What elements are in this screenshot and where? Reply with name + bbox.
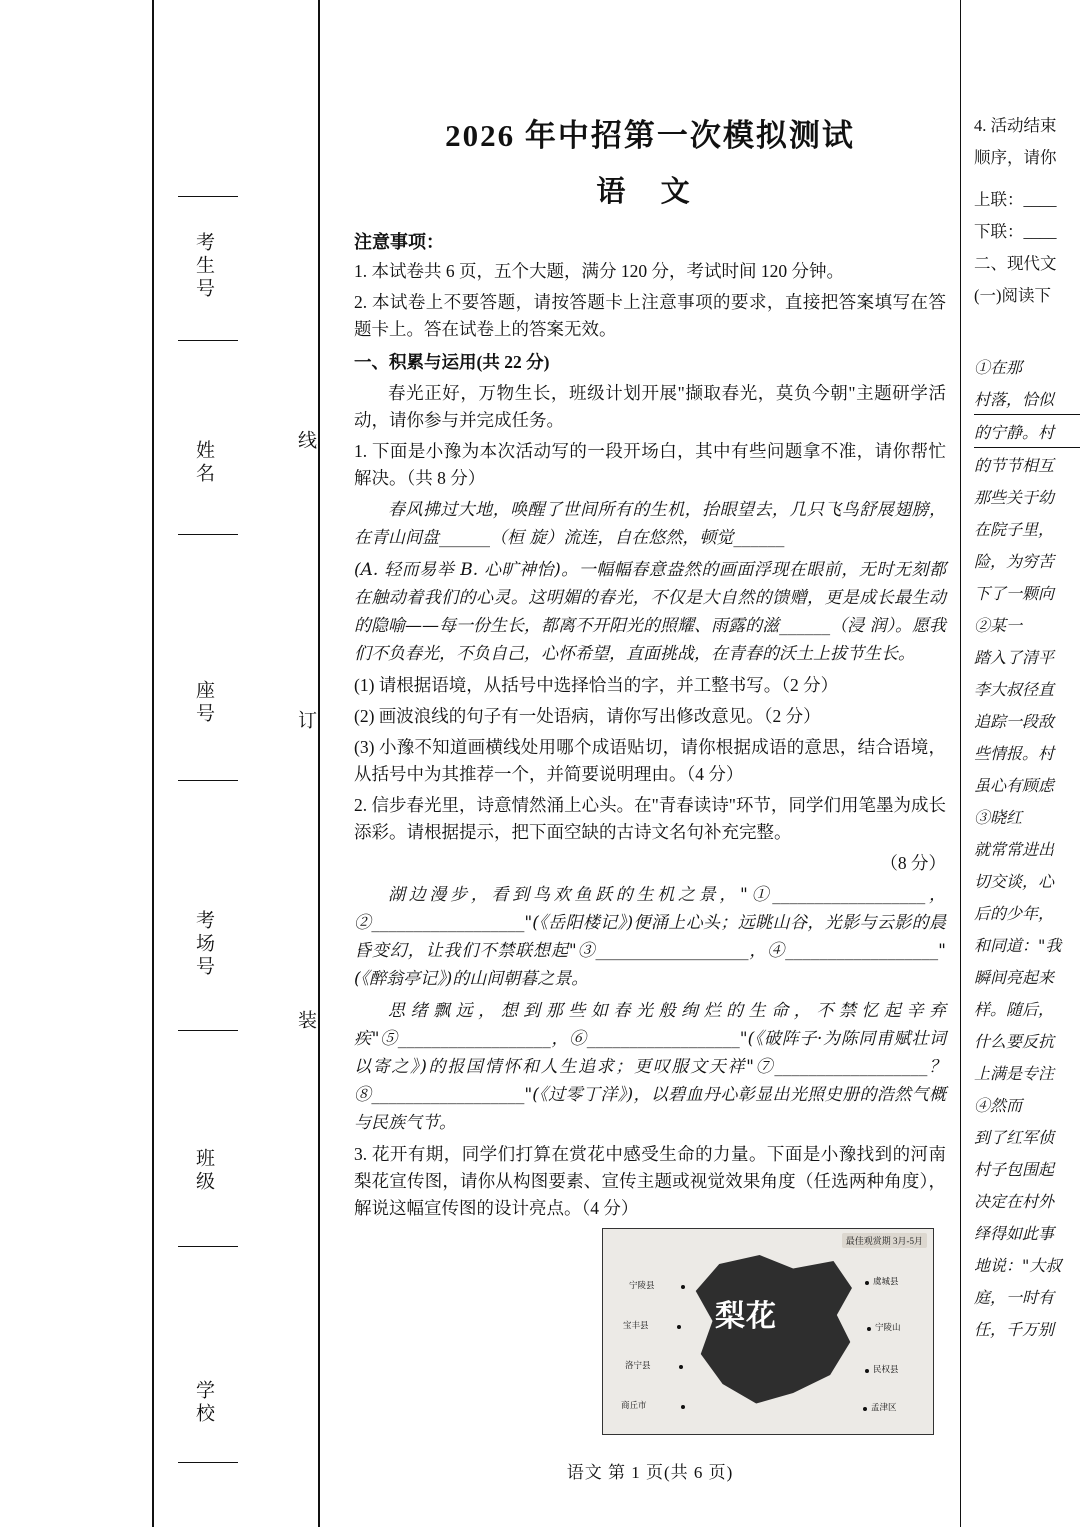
poster-label-3: 宝丰县 (623, 1320, 649, 1330)
poster-marker-dot (677, 1325, 681, 1329)
stub-rule-6 (178, 1246, 238, 1247)
question-1-sub-1: (1) 请根据语境，从括号中选择恰当的字，并工整书写。（2 分） (354, 675, 839, 695)
right-line-4: 下联：____ (974, 222, 1057, 241)
page-edge-right (960, 0, 961, 1527)
notice-item-1: 1. 本试卷共 6 页，五个大题，满分 120 分，考试时间 120 分钟。 (354, 261, 844, 281)
poster-label-6: 民权县 (873, 1364, 899, 1374)
stub-rule-2 (178, 340, 238, 341)
exam-main-column (340, 0, 960, 1527)
right-line-11: 那些关于幼 (974, 488, 1055, 507)
right-line-37: 任，千万别 (974, 1320, 1055, 1339)
right-line-35: 地说："大叔 (974, 1256, 1062, 1275)
seal-word-zhuang: 装 (295, 1010, 316, 1033)
right-line-6: (一)阅读下 (974, 286, 1051, 305)
right-line-20: 虽心有顾虑 (974, 776, 1055, 795)
question-1-passage-b: (A. 轻而易举 B. 心旷神怡)。一幅幅春意盎然的画面浮现在眼前，无时无刻都在触动着我们的心灵。这明媚的春光，不仅是大自然的馈赠，更是成长最生动的隐喻——每一份生长，都离不开阳光的照耀、雨露的滋______（浸 润）。愿我们不负春光，不负自己，心怀希望，直面挑战，在青春的沃土上拔节生长。 (354, 560, 946, 664)
right-line-18: 追踪一段敌 (974, 712, 1055, 731)
page-footer: 语文 第 1 页(共 6 页) (566, 1463, 734, 1482)
right-line-34: 绎得如此事 (974, 1224, 1055, 1243)
stub-label-exam-number: 考生号 (193, 232, 214, 301)
question-2-body-2: 思绪飘远，想到那些如春光般绚烂的生命，不禁忆起辛弃疾"⑤__________________，⑥__________________"(《破阵子·为陈同甫赋壮词以寄之》)的报国情怀和人生追求；更叹服文天祥"⑦__________________？⑧__________________"(《过零丁洋》)，以碧血丹心彰显出光照史册的浩然气概与民族气节。 (354, 1001, 946, 1133)
right-line-16: 踏入了清平 (974, 648, 1055, 667)
right-cutoff-column (974, 0, 1080, 1527)
right-line-7: ①在那 (974, 358, 1023, 377)
poster-marker-dot (867, 1327, 871, 1331)
section-1-lead: 春光正好，万物生长，班级计划开展"撷取春光，莫负今朝"主题研学活动，请你参与并完成任务。 (354, 383, 946, 430)
subject-title: 语 文 (596, 176, 704, 208)
right-line-1: 4. 活动结束 (974, 116, 1057, 135)
right-line-27: 样。随后， (974, 1000, 1055, 1019)
stub-rule-4 (178, 780, 238, 781)
question-1-sub-2: (2) 画波浪线的句子有一处语病，请你写出修改意见。（2 分） (354, 706, 821, 726)
poster-center-text: 梨花 (715, 1299, 777, 1334)
right-line-3: 上联：____ (974, 190, 1057, 209)
question-1-passage-a: 春风拂过大地，唤醒了世间所有的生机，抬眼望去，几只飞鸟舒展翅膀，在青山间盘______（桓 旋）流连，自在悠然，顿觉______ (354, 500, 946, 548)
stub-label-room-number: 考场号 (193, 910, 214, 979)
question-3-stem: 3. 花开有期，同学们打算在赏花中感受生命的力量。下面是小豫找到的河南梨花宣传图，请你从构图要素、宣传主题或视觉效果角度（任选两种角度），解说这幅宣传图的设计亮点。（4 分） (354, 1144, 946, 1218)
right-line-8: 村落，恰似 (974, 386, 1080, 415)
seal-word-ding: 订 (295, 710, 316, 733)
right-line-23: 切交谈，心 (974, 872, 1055, 891)
right-line-32: 村子包围起 (974, 1160, 1055, 1179)
section-1-heading: 一、积累与运用(共 22 分) (354, 352, 550, 372)
right-line-25: 和同道："我 (974, 936, 1062, 955)
right-line-28: 什么要反抗 (974, 1032, 1055, 1051)
question-2-score: （8 分） (880, 853, 946, 873)
page-title: 2026 年中招第一次模拟测试 (445, 118, 855, 153)
right-line-21: ③晓红 (974, 808, 1023, 827)
poster-label-7: 商丘市 (621, 1400, 647, 1410)
seal-word-line: 线 (295, 430, 316, 453)
notice-heading: 注意事项： (354, 232, 444, 252)
poster-marker-dot (679, 1365, 683, 1369)
poster-label-1: 宁陵县 (629, 1280, 655, 1290)
fold-line-seal (318, 0, 320, 1527)
stub-rule-1 (178, 196, 238, 197)
stub-rule-3 (178, 534, 238, 535)
right-line-15: ②某一 (974, 616, 1023, 635)
poster-marker-dot (681, 1285, 685, 1289)
right-line-10: 的节节相互 (974, 456, 1055, 475)
pear-blossom-poster (602, 1228, 934, 1435)
stub-label-name: 姓名 (193, 440, 214, 486)
poster-label-8: 孟津区 (871, 1402, 897, 1412)
stub-label-class: 班级 (193, 1148, 214, 1194)
right-line-17: 李大叔径直 (974, 680, 1055, 699)
fold-line-left (152, 0, 154, 1527)
right-line-22: 就常常进出 (974, 840, 1055, 859)
right-line-30: ④然而 (974, 1096, 1023, 1115)
right-line-9: 的宁静。村 (974, 419, 1080, 448)
poster-label-2: 虞城县 (873, 1276, 899, 1286)
stub-rule-5 (178, 1030, 238, 1031)
stub-rule-7 (178, 1462, 238, 1463)
right-line-12: 在院子里， (974, 520, 1055, 539)
right-line-5: 二、现代文 (974, 254, 1057, 273)
question-1-sub-3: (3) 小豫不知道画横线处用哪个成语贴切，请你根据成语的意思，结合语境，从括号中为其推荐一个，并简要说明理由。（4 分） (354, 737, 946, 784)
right-line-33: 决定在村外 (974, 1192, 1055, 1211)
poster-label-5: 洛宁县 (625, 1360, 651, 1370)
question-2-stem: 2. 信步春光里，诗意情然涌上心头。在"青春读诗"环节，同学们用笔墨为成长添彩。请根据提示，把下面空缺的古诗文名句补充完整。 (354, 795, 946, 842)
stub-label-school: 学校 (193, 1380, 214, 1426)
question-1-stem: 1. 下面是小豫为本次活动写的一段开场白，其中有些问题拿不准，请你帮忙解决。（共 8 分） (354, 441, 946, 488)
right-line-14: 下了一颗向 (974, 584, 1055, 603)
right-line-26: 瞬间亮起来 (974, 968, 1055, 987)
poster-marker-dot (681, 1405, 685, 1409)
notice-item-2: 2. 本试卷上不要答题，请按答题卡上注意事项的要求，直接把答案填写在答题卡上。答在试卷上的答案无效。 (354, 292, 946, 339)
right-line-13: 险，为穷苦 (974, 552, 1055, 571)
poster-season-badge: 最佳观赏期 3月-5月 (842, 1233, 927, 1248)
right-line-2: 顺序，请你 (974, 148, 1057, 167)
stub-label-seat-number: 座号 (193, 680, 214, 726)
poster-marker-dot (865, 1369, 869, 1373)
poster-marker-dot (865, 1281, 869, 1285)
question-2-body-1: 湖边漫步，看到鸟欢鱼跃的生机之景，"①__________________，②__________________"(《岳阳楼记》)便涌上心头；远眺山谷，光影与云影的晨昏变幻，让我们不禁联想起"③__________________，④__________________"(《醉翁亭记》)的山间朝暮之景。 (354, 885, 946, 989)
poster-marker-dot (863, 1407, 867, 1411)
right-line-19: 些情报。村 (974, 744, 1055, 763)
right-line-36: 庭，一时有 (974, 1288, 1055, 1307)
right-line-31: 到了红军侦 (974, 1128, 1055, 1147)
right-line-24: 后的少年， (974, 904, 1055, 923)
poster-label-4: 宁陵山 (875, 1322, 901, 1332)
right-line-29: 上满是专注 (974, 1064, 1055, 1083)
